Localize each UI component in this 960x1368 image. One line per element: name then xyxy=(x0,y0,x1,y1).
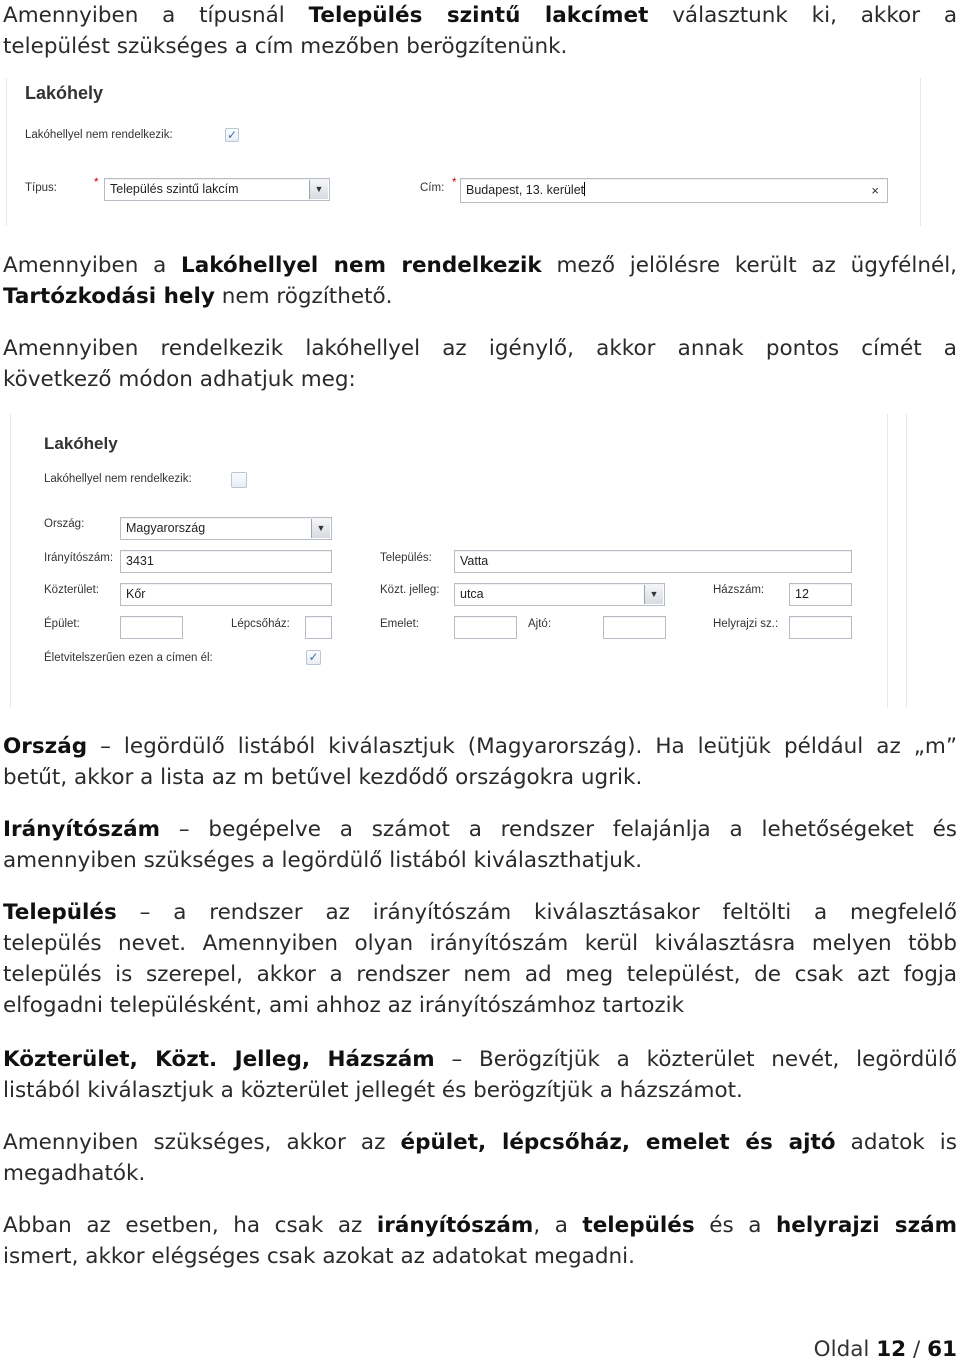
lot-number-input[interactable] xyxy=(789,616,852,639)
panel-border-left xyxy=(6,78,7,226)
building-description-line-2: megadhatók. xyxy=(3,1161,146,1186)
has-residence-paragraph xyxy=(3,333,957,395)
floor-label: Emelet: xyxy=(380,618,419,630)
page-number: Oldal 12 / 61 xyxy=(813,1337,957,1362)
settlement-description-line-3: település is szerepel, akkor a rendszer nem ad meg települést, de csak azt fogja xyxy=(3,962,957,987)
street-type-label: Közt. jelleg: xyxy=(380,584,440,596)
minimum-data-paragraph xyxy=(3,1210,957,1272)
door-label: Ajtó: xyxy=(528,618,552,630)
has-residence-line-2: következő módon adhatjuk meg: xyxy=(3,367,356,392)
lot-number-label: Helyrajzi sz.: xyxy=(713,618,779,630)
minimum-data-line-1: Abban az esetben, ha csak az irányítószám, a település és a helyrajzi szám xyxy=(3,1213,957,1238)
country-description xyxy=(3,731,957,793)
screenshot-residence-full-address xyxy=(0,414,915,708)
zip-input-value: 3431 xyxy=(126,554,154,568)
building-description xyxy=(3,1127,957,1189)
intro-line-2: települést szükséges a cím mezőben berögzítenünk. xyxy=(3,34,568,59)
door-input[interactable] xyxy=(603,616,666,639)
zip-label: Irányítószám: xyxy=(44,552,114,564)
settlement-description-line-1: Település – a rendszer az irányítószám kiválasztásakor feltölti a megfelelő xyxy=(3,900,957,925)
screenshot-residence-settlement-level xyxy=(0,78,930,226)
type-select[interactable] xyxy=(104,178,330,201)
zip-description xyxy=(3,814,957,876)
no-address-label: Lakóhellyel nem rendelkezik: xyxy=(25,129,173,141)
no-address-checkbox[interactable] xyxy=(231,472,247,488)
section-title: Lakóhely xyxy=(44,434,118,453)
street-description xyxy=(3,1044,957,1106)
no-residence-line-1: Amennyiben a Lakóhellyel nem rendelkezik mező jelölésre került az ügyfélnél, xyxy=(3,253,957,278)
checkmark-icon: ✓ xyxy=(308,650,319,664)
house-number-input-value: 12 xyxy=(795,587,809,601)
type-label: Típus: xyxy=(25,182,57,194)
no-residence-paragraph xyxy=(3,250,957,312)
no-residence-line-2: Tartózkodási hely nem rögzíthető. xyxy=(3,284,393,309)
building-description-line-1: Amennyiben szükséges, akkor az épület, lépcsőház, emelet és ajtó adatok is xyxy=(3,1130,957,1155)
stair-input[interactable] xyxy=(305,616,332,639)
intro-line-1: Amennyiben a típusnál Település szintű lakcímet választunk ki, akkor a xyxy=(3,3,958,28)
floor-input[interactable] xyxy=(454,616,517,639)
chevron-down-icon[interactable]: ▼ xyxy=(311,519,330,538)
checkmark-icon: ✓ xyxy=(226,128,238,142)
text-cursor xyxy=(584,182,585,196)
zip-description-line-2: amennyiben szükséges a legördülő listából kiválaszthatjuk. xyxy=(3,848,643,873)
lifelong-residence-label: Életvitelszerűen ezen a címen él: xyxy=(44,652,213,664)
country-description-line-1: Ország – legördülő listából kiválasztjuk (Magyarország). Ha leütjük például az „m” xyxy=(3,734,957,759)
building-label: Épület: xyxy=(44,618,80,630)
chevron-down-icon[interactable]: ▼ xyxy=(309,180,328,199)
settlement-label: Település: xyxy=(380,552,432,564)
house-number-input[interactable] xyxy=(789,583,852,606)
address-label: Cím: xyxy=(420,182,445,194)
address-required-mark: * xyxy=(452,177,457,189)
settlement-description-line-2: település nevet. Amennyiben olyan irányítószám kerül kiválasztásra melyen több xyxy=(3,931,957,956)
address-input-value: Budapest, 13. kerület xyxy=(466,183,585,197)
building-input[interactable] xyxy=(120,616,183,639)
street-type-select-value: utca xyxy=(460,587,484,601)
no-address-checkbox[interactable] xyxy=(225,128,239,142)
street-description-line-2: listából kiválasztjuk a közterület jellegét és berögzítjük a házszámot. xyxy=(3,1078,743,1103)
has-residence-line-1: Amennyiben rendelkezik lakóhellyel az igénylő, akkor annak pontos címét a xyxy=(3,336,957,361)
settlement-description xyxy=(3,897,957,1021)
type-required-mark: * xyxy=(94,177,99,189)
chevron-down-icon[interactable]: ▼ xyxy=(644,585,663,604)
intro-paragraph xyxy=(3,0,957,62)
panel-border-left xyxy=(10,414,11,708)
country-label: Ország: xyxy=(44,518,85,530)
panel-border-right xyxy=(920,78,921,226)
clear-icon[interactable]: × xyxy=(871,183,879,198)
panel-border-right-outer xyxy=(906,414,907,708)
zip-description-line-1: Irányítószám – begépelve a számot a rendszer felajánlja a lehetőségeket és xyxy=(3,817,957,842)
section-title: Lakóhely xyxy=(25,83,104,103)
street-description-line-1: Közterület, Közt. Jelleg, Házszám – Berögzítjük a közterület nevét, legördülő xyxy=(3,1047,957,1072)
type-select-value: Település szintű lakcím xyxy=(110,182,239,196)
street-type-select[interactable] xyxy=(454,583,665,606)
street-label: Közterület: xyxy=(44,584,99,596)
country-select-value: Magyarország xyxy=(126,521,206,535)
zip-input[interactable] xyxy=(120,550,332,573)
stair-label: Lépcsőház: xyxy=(231,618,290,630)
panel-border-right-inner xyxy=(887,414,888,708)
address-input[interactable] xyxy=(460,178,888,203)
street-input[interactable] xyxy=(120,583,332,606)
country-select[interactable] xyxy=(120,517,332,540)
street-input-value: Kőr xyxy=(126,587,146,601)
settlement-input[interactable] xyxy=(454,550,852,573)
settlement-description-line-4: elfogadni településként, ami ahhoz az irányítószámhoz tartozik xyxy=(3,993,685,1018)
lifelong-residence-checkbox[interactable] xyxy=(306,650,321,665)
country-description-line-2: betűt, akkor a lista az m betűvel kezdődő országokra ugrik. xyxy=(3,765,643,790)
house-number-label: Házszám: xyxy=(713,584,765,596)
settlement-input-value: Vatta xyxy=(460,554,489,568)
no-address-label: Lakóhellyel nem rendelkezik: xyxy=(44,473,192,485)
minimum-data-line-2: ismert, akkor elégséges csak azokat az adatokat megadni. xyxy=(3,1244,635,1269)
